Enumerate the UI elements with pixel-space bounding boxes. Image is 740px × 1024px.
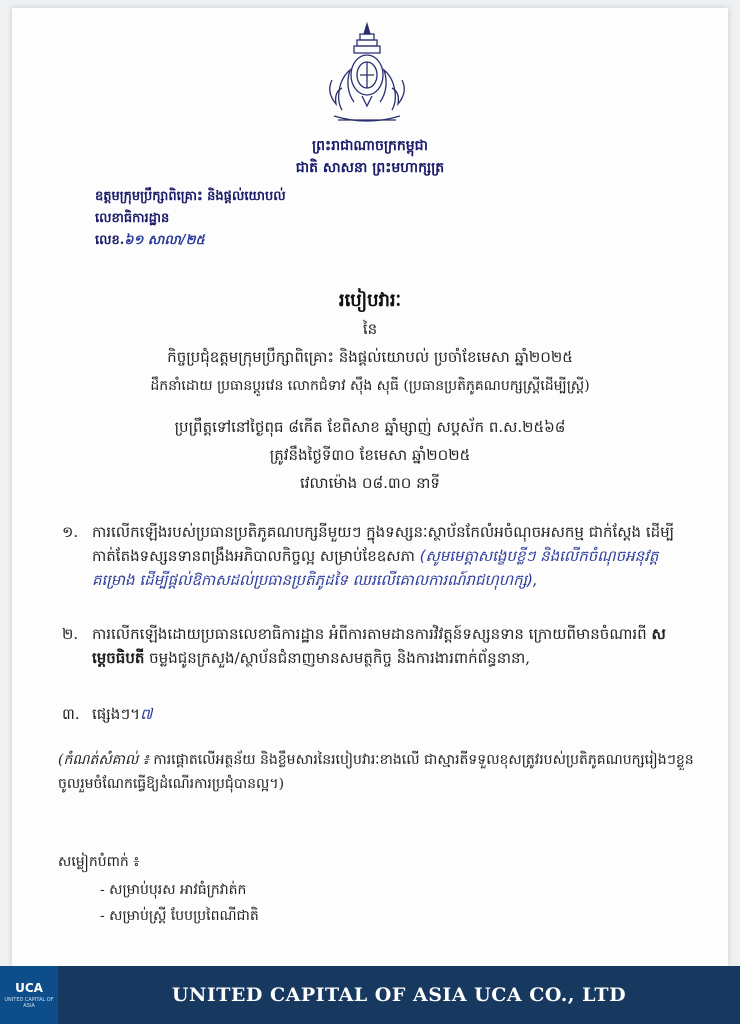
footnote-label: (កំណត់សំគាល់ ៖ [58,752,149,768]
agenda-item-number: ១. [62,523,79,541]
agenda-item-text: ផ្សេងៗ។ [92,705,141,723]
meeting-time: វេលាម៉ោង ០៨.៣០ នាទី [300,474,440,492]
dress-code-women: - សម្រាប់ស្ត្រី បែបប្រពៃណីជាតិ [100,908,259,924]
reference-number [95,232,205,251]
agenda-item-note: (សូមមេត្តាសង្ខេបខ្លីៗ និងលើកចំណុចអនុវត្តគម្រោង ដើម្បីផ្តល់ឱកាសដល់ប្រធានប្រតិភូដទៃ ឈរលើគោលការណ៍រាជហុហក្ស), [92,547,659,589]
agenda-item-1 [62,520,682,592]
reference-label: លេខ. [95,233,125,248]
meeting-subtitle: កិច្ចប្រជុំឧត្តមក្រុមប្រឹក្សាពិគ្រោះ និងផ្តល់យោបល់ ប្រចាំខែមេសា ឆ្នាំ២០២៥ [167,348,573,366]
agenda-item-text: ការលើកឡើងដោយប្រធានលេខាធិការដ្ឋាន អំពីការតាមដានការវិវត្តន៍ទស្សនទាន ក្រោយពីមានចំណារពី [92,625,647,643]
document-title: របៀបវារៈ [338,290,402,311]
national-motto: ជាតិ សាសនា ព្រះមហាក្សត្រ [295,160,445,176]
logo-text: UCA [15,981,43,995]
kingdom-heading: ព្រះរាជាណាចក្រកម្ពុជា [311,138,428,154]
meeting-date-solar: ត្រូវនឹងថ្ងៃទី៣០ ខែមេសា ឆ្នាំ២០២៥ [269,446,471,464]
company-name: UNITED CAPITAL OF ASIA UCA CO., LTD [171,984,627,1006]
agenda-item-2 [62,622,682,670]
org-name: ឧត្តមក្រុមប្រឹក្សាពិគ្រោះ និងផ្តល់យោបល់ [95,189,286,204]
uca-logo [0,966,58,1024]
logo-subtext: UNITED CAPITAL OF ASIA [4,997,54,1009]
company-footer [0,966,740,1024]
reference-value: ៦១ សាលា/២៥ [124,233,205,248]
dress-code-men: - សម្រាប់បុរស អាវធំក្រវាត់ក [100,882,247,898]
footnote [58,748,698,796]
agenda-item-number: ៣. [62,705,80,723]
chaired-by: ដឹកនាំដោយ ប្រធានប្តូរវេន លោកជំទាវ ស៊ឹង សុធី (ប្រធានប្រតិភូគណបក្សស្ត្រីដើម្បីស្ត្រី) [150,378,590,394]
royal-emblem-icon [312,20,422,130]
footnote-text: ការផ្តោតលើអត្ថន័យ និងខ្លឹមសារនៃរបៀបវារៈខាងលើ ជាស្មារតីទទួលខុសត្រូវរបស់ប្រតិភូគណបក្សរៀងៗខ្លួន ចូលរួមចំណែកធ្វើឱ្យដំណើរការប្រជុំបានល្អ។) [58,752,694,792]
handwritten-mark: ៧ [140,705,153,723]
department-name: លេខាធិការដ្ឋាន [95,211,170,226]
agenda-item-bold: សម្តេចធិបតី [92,625,666,667]
agenda-item-3 [62,702,682,726]
agenda-item-number: ២. [62,625,79,643]
of-connector: នៃ [362,320,378,338]
dress-code-label: សម្លៀកបំពាក់ ៖ [58,854,140,870]
meeting-date-lunar: ប្រព្រឹត្តទៅនៅថ្ងៃពុធ ៨កើត ខែពិសាខ ឆ្នាំម្សាញ់ សប្តស័ក ព.ស.២៥៦៨ [174,418,566,436]
agenda-item-text-continued: ចម្លងជូនក្រសួង/ស្ថាប័នជំនាញមានសមត្ថកិច្ច និងការងារពាក់ព័ន្ធនានា, [149,649,531,667]
agenda-item-text: ការលើកឡើងរបស់ប្រធានប្រតិភូគណបក្សនីមួយៗ ក្នុងទស្សនៈស្ថាប័នកែលំអចំណុចអសកម្ម ជាក់ស្តែង ដើម្បីកាត់តែងទស្សនទានពង្រឹងអភិបាលកិច្ចល្អ សម្រាប់ខែឧសភា [92,523,675,565]
